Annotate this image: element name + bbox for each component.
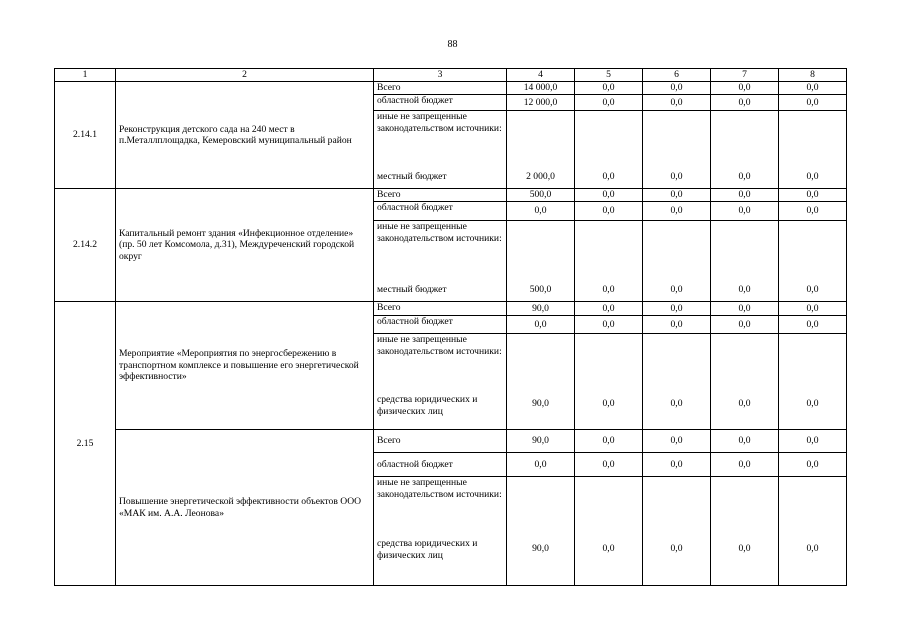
- value-cell: 500,0: [507, 189, 575, 202]
- row-code: 2.14.1: [55, 82, 116, 189]
- value-cell: 0,0: [643, 316, 711, 334]
- value-cell: [507, 221, 575, 261]
- source-label: средства юридических и физических лиц: [374, 523, 507, 586]
- value-cell: 0,0: [643, 151, 711, 189]
- value-cell: [507, 111, 575, 151]
- value-cell: [643, 334, 711, 376]
- value-cell: 0,0: [575, 151, 643, 189]
- column-header: 6: [643, 69, 711, 82]
- value-cell: [575, 477, 643, 523]
- value-cell: 0,0: [575, 202, 643, 221]
- value-cell: [643, 477, 711, 523]
- source-label: Всего: [374, 189, 507, 202]
- value-cell: 0,0: [779, 82, 847, 95]
- value-cell: 0,0: [575, 82, 643, 95]
- value-cell: 90,0: [507, 376, 575, 430]
- value-cell: 0,0: [711, 376, 779, 430]
- source-label: иные не запрещенные законодательством источники:: [374, 477, 507, 523]
- value-cell: [711, 477, 779, 523]
- source-label: Всего: [374, 430, 507, 453]
- value-cell: [507, 334, 575, 376]
- header-row: [55, 69, 847, 82]
- column-header: 1: [55, 69, 116, 82]
- value-cell: [575, 221, 643, 261]
- column-header: 2: [116, 69, 374, 82]
- value-cell: 0,0: [711, 82, 779, 95]
- page-number: 88: [447, 39, 458, 50]
- value-cell: 0,0: [711, 430, 779, 453]
- value-cell: 0,0: [779, 316, 847, 334]
- value-cell: 0,0: [779, 202, 847, 221]
- value-cell: 90,0: [507, 430, 575, 453]
- source-label: средства юридических и физических лиц: [374, 376, 507, 430]
- source-label: иные не запрещенные законодательством источники:: [374, 111, 507, 151]
- row-code: 2.14.2: [55, 189, 116, 302]
- row-code: 2.15: [55, 302, 116, 586]
- value-cell: [575, 334, 643, 376]
- value-cell: 0,0: [779, 376, 847, 430]
- value-cell: 2 000,0: [507, 151, 575, 189]
- table-row: [55, 302, 847, 316]
- value-cell: 90,0: [507, 523, 575, 586]
- value-cell: 0,0: [643, 189, 711, 202]
- source-label: местный бюджет: [374, 261, 507, 302]
- value-cell: 0,0: [779, 453, 847, 477]
- value-cell: 0,0: [575, 189, 643, 202]
- value-cell: [711, 221, 779, 261]
- value-cell: 0,0: [643, 453, 711, 477]
- value-cell: [643, 111, 711, 151]
- source-label: областной бюджет: [374, 316, 507, 334]
- source-label: местный бюджет: [374, 151, 507, 189]
- value-cell: 0,0: [779, 430, 847, 453]
- value-cell: [507, 477, 575, 523]
- value-cell: 0,0: [779, 189, 847, 202]
- source-label: иные не запрещенные законодательством источники:: [374, 221, 507, 261]
- value-cell: 0,0: [711, 453, 779, 477]
- value-cell: 12 000,0: [507, 95, 575, 111]
- value-cell: 90,0: [507, 302, 575, 316]
- value-cell: 0,0: [575, 376, 643, 430]
- column-header: 3: [374, 69, 507, 82]
- value-cell: 0,0: [779, 151, 847, 189]
- value-cell: 0,0: [507, 202, 575, 221]
- row-name: Мероприятие «Мероприятия по энергосбережению в транспортном комплексе и повышение его энергетической эффективности»: [116, 302, 374, 430]
- value-cell: 0,0: [575, 523, 643, 586]
- column-header: 7: [711, 69, 779, 82]
- table-row: [55, 189, 847, 202]
- value-cell: 0,0: [643, 95, 711, 111]
- value-cell: 0,0: [711, 261, 779, 302]
- value-cell: 0,0: [575, 261, 643, 302]
- value-cell: 0,0: [643, 376, 711, 430]
- source-label: областной бюджет: [374, 202, 507, 221]
- value-cell: 0,0: [643, 261, 711, 302]
- value-cell: 0,0: [711, 523, 779, 586]
- value-cell: 0,0: [575, 316, 643, 334]
- column-header: 4: [507, 69, 575, 82]
- column-header: 5: [575, 69, 643, 82]
- value-cell: [779, 477, 847, 523]
- source-label: Всего: [374, 302, 507, 316]
- value-cell: [779, 334, 847, 376]
- value-cell: 0,0: [711, 302, 779, 316]
- source-label: областной бюджет: [374, 453, 507, 477]
- row-name: Реконструкция детского сада на 240 мест в п.Металлплощадка, Кемеровский муниципальный район: [116, 82, 374, 189]
- value-cell: 0,0: [779, 261, 847, 302]
- value-cell: [711, 334, 779, 376]
- value-cell: 0,0: [507, 316, 575, 334]
- value-cell: 0,0: [643, 82, 711, 95]
- value-cell: 0,0: [575, 302, 643, 316]
- row-name: Капитальный ремонт здания «Инфекционное отделение» (пр. 50 лет Комсомола, д.31), Междуреченский городской округ: [116, 189, 374, 302]
- value-cell: 0,0: [575, 453, 643, 477]
- value-cell: 0,0: [643, 430, 711, 453]
- value-cell: [575, 111, 643, 151]
- table-row: [55, 82, 847, 95]
- value-cell: 0,0: [711, 202, 779, 221]
- value-cell: 0,0: [779, 302, 847, 316]
- value-cell: 0,0: [575, 95, 643, 111]
- value-cell: [779, 111, 847, 151]
- value-cell: 0,0: [643, 523, 711, 586]
- source-label: иные не запрещенные законодательством источники:: [374, 334, 507, 376]
- value-cell: 0,0: [643, 202, 711, 221]
- value-cell: 0,0: [711, 316, 779, 334]
- table-row: [55, 430, 847, 453]
- value-cell: 500,0: [507, 261, 575, 302]
- value-cell: 0,0: [711, 95, 779, 111]
- row-name: Повышение энергетической эффективности объектов ООО «МАК им. А.А. Леонова»: [116, 430, 374, 586]
- value-cell: 0,0: [711, 189, 779, 202]
- value-cell: 14 000,0: [507, 82, 575, 95]
- value-cell: [711, 111, 779, 151]
- value-cell: 0,0: [711, 151, 779, 189]
- source-label: Всего: [374, 82, 507, 95]
- value-cell: 0,0: [643, 302, 711, 316]
- source-label: областной бюджет: [374, 95, 507, 111]
- value-cell: [779, 221, 847, 261]
- column-header: 8: [779, 69, 847, 82]
- value-cell: [643, 221, 711, 261]
- value-cell: 0,0: [507, 453, 575, 477]
- budget-table: [54, 68, 847, 586]
- value-cell: 0,0: [575, 430, 643, 453]
- value-cell: 0,0: [779, 95, 847, 111]
- value-cell: 0,0: [779, 523, 847, 586]
